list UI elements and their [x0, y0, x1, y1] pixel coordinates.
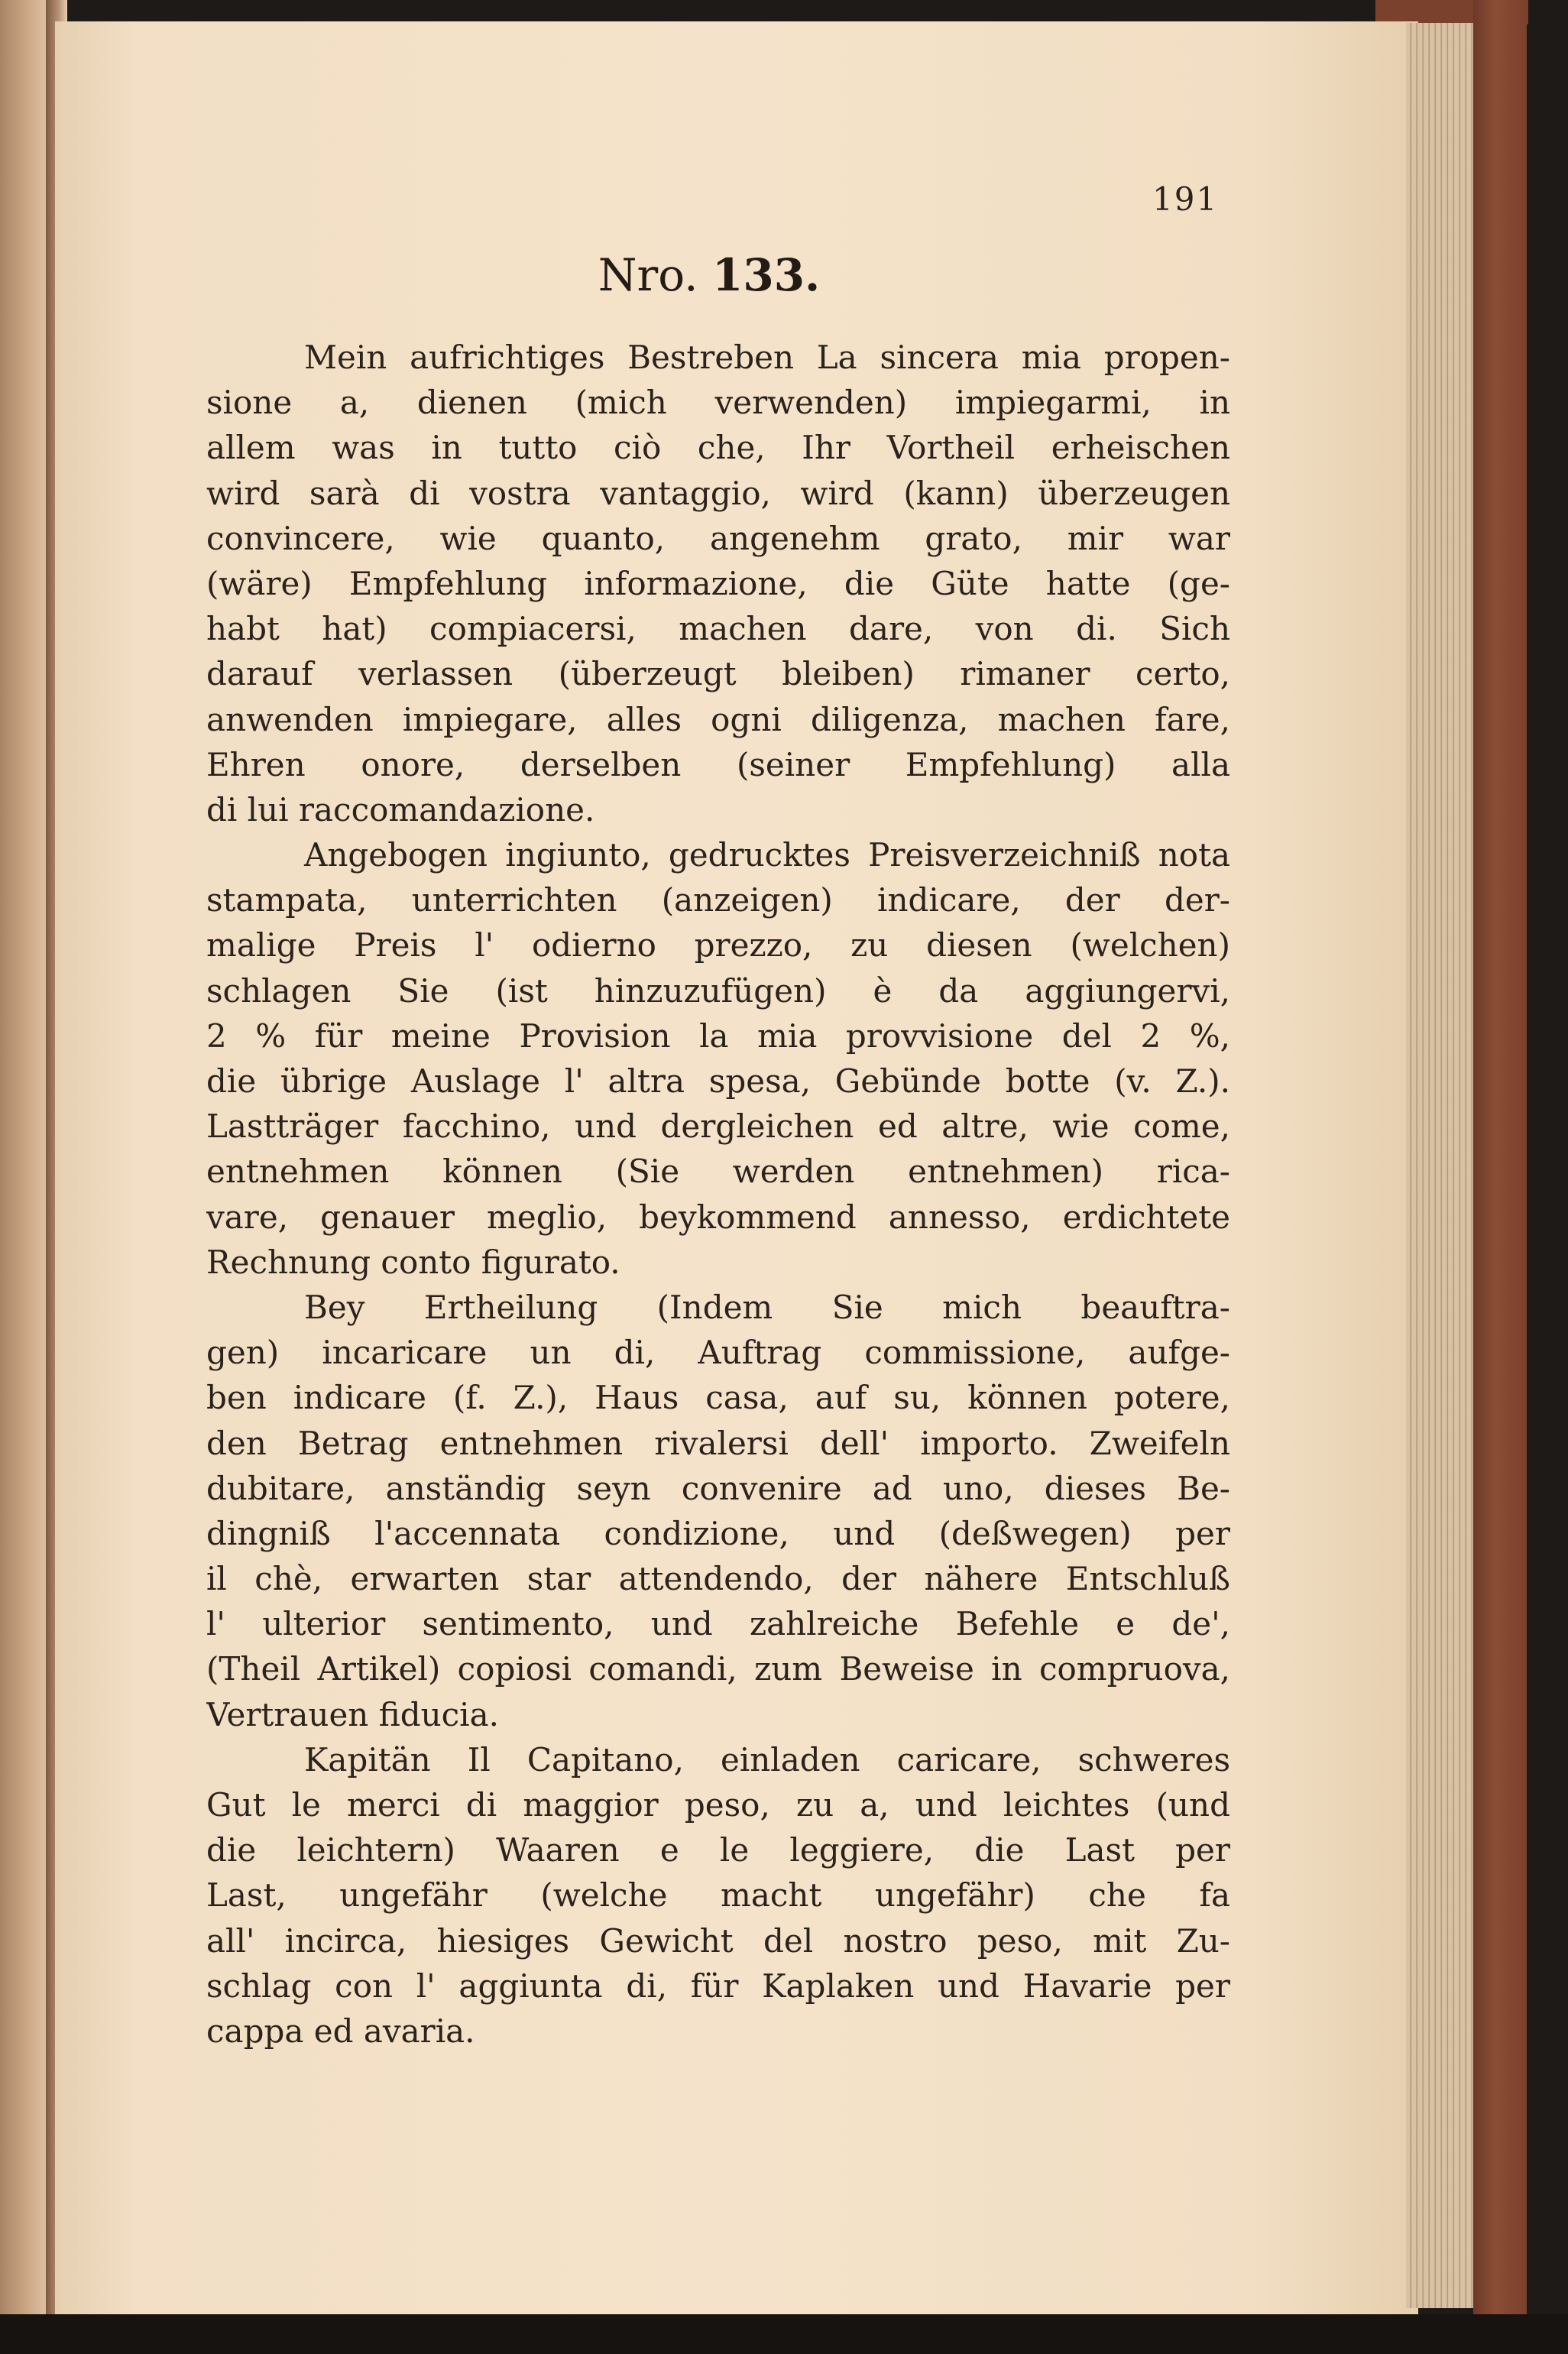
text-line: Ehren onore, derselben (seiner Empfehlung) alla: [206, 745, 1230, 783]
text-line: il chè, erwarten star attendendo, der nähere Entschluß: [206, 1560, 1230, 1598]
text-line: Bey Ertheilung (Indem Sie mich beauftra-: [304, 1288, 1230, 1326]
text-line: schlag con l' aggiunta di, für Kaplaken und Havarie per: [206, 1967, 1230, 2005]
text-line: l' ulterior sentimento, und zahlreiche Befehle e de',: [206, 1605, 1230, 1643]
text-line: allem was in tutto ciò che, Ihr Vortheil erheischen: [206, 429, 1230, 467]
text-line: sione a, dienen (mich verwenden) impiegarmi, in: [206, 384, 1230, 422]
text-line: ben indicare (f. Z.), Haus casa, auf su, können potere,: [206, 1379, 1230, 1417]
text-line: Angebogen ingiunto, gedrucktes Preisverzeichniß nota: [304, 836, 1230, 874]
text-line: Last, ungefähr (welche macht ungefähr) che fa: [206, 1876, 1230, 1915]
page-block-edges: [1406, 23, 1476, 2308]
heading-number: 133.: [711, 249, 821, 301]
text-line: dubitare, anständig seyn convenire ad uno, dieses Be-: [206, 1469, 1230, 1507]
text-line: Rechnung conto figurato.: [206, 1243, 620, 1281]
text-line: entnehmen können (Sie werden entnehmen) rica-: [206, 1153, 1230, 1191]
text-line: die leichtern) Waaren e le leggiere, die Last per: [206, 1831, 1230, 1869]
text-line: 2 % für meine Provision la mia provvisione del 2 %,: [206, 1016, 1230, 1055]
paragraph: [206, 335, 1230, 832]
text-line: den Betrag entnehmen rivalersi dell' importo. Zweifeln: [206, 1424, 1230, 1462]
text-line: die übrige Auslage l' altra spesa, Gebünde botte (v. Z.).: [206, 1062, 1230, 1100]
text-line: (Theil Artikel) copiosi comandi, zum Beweise in compruova,: [206, 1650, 1230, 1688]
text-line: Gut le merci di maggior peso, zu a, und leichtes (und: [206, 1786, 1230, 1824]
text-line: di lui raccomandazione.: [206, 790, 595, 828]
text-line: anwenden impiegare, alles ogni diligenza, machen fare,: [206, 700, 1230, 738]
paragraph: [206, 1737, 1230, 2054]
text-line: Lastträger facchino, und dergleichen ed altre, wie come,: [206, 1107, 1230, 1146]
text-line: malige Preis l' odierno prezzo, zu diesen (welchen): [206, 926, 1230, 965]
text-line: convincere, wie quanto, angenehm grato, mir war: [206, 519, 1230, 557]
page-number: 191: [1152, 180, 1219, 218]
text-line: (wäre) Empfehlung informazione, die Güte hatte (ge-: [206, 564, 1230, 602]
text-line: schlagen Sie (ist hinzuzufügen) è da aggiungervi,: [206, 971, 1230, 1010]
text-line: vare, genauer meglio, beykommend annesso, erdichtete: [206, 1198, 1230, 1236]
text-line: cappa ed avaria.: [206, 2012, 475, 2050]
text-line: darauf verlassen (überzeugt bleiben) rimaner certo,: [206, 655, 1230, 693]
text-line: stampata, unterrichten (anzeigen) indicare, der der-: [206, 881, 1230, 919]
text-line: habt hat) compiacersi, machen dare, von di. Sich: [206, 610, 1230, 648]
cover-binding: [1473, 0, 1527, 2354]
text-line: wird sarà di vostra vantaggio, wird (kann) überzeugen: [206, 474, 1230, 512]
text-line: Kapitän Il Capitano, einladen caricare, schweres: [304, 1740, 1230, 1778]
background-shadow: [0, 2314, 1568, 2354]
heading-prefix: Nro.: [598, 249, 698, 301]
text-line: Mein aufrichtiges Bestreben La sincera mia propen-: [304, 339, 1230, 376]
paragraph: [206, 832, 1230, 1285]
text-line: gen) incaricare un di, Auftrag commissione, aufge-: [206, 1334, 1230, 1372]
section-heading: [0, 249, 1418, 301]
text-line: Vertrauen fiducia.: [206, 1695, 500, 1733]
body-text: [206, 335, 1230, 2054]
paragraph: [206, 1285, 1230, 1737]
text-line: all' incirca, hiesiges Gewicht del nostro peso, mit Zu-: [206, 1921, 1230, 1960]
text-line: dingniß l'accennata condizione, und (deßwegen) per: [206, 1514, 1230, 1552]
